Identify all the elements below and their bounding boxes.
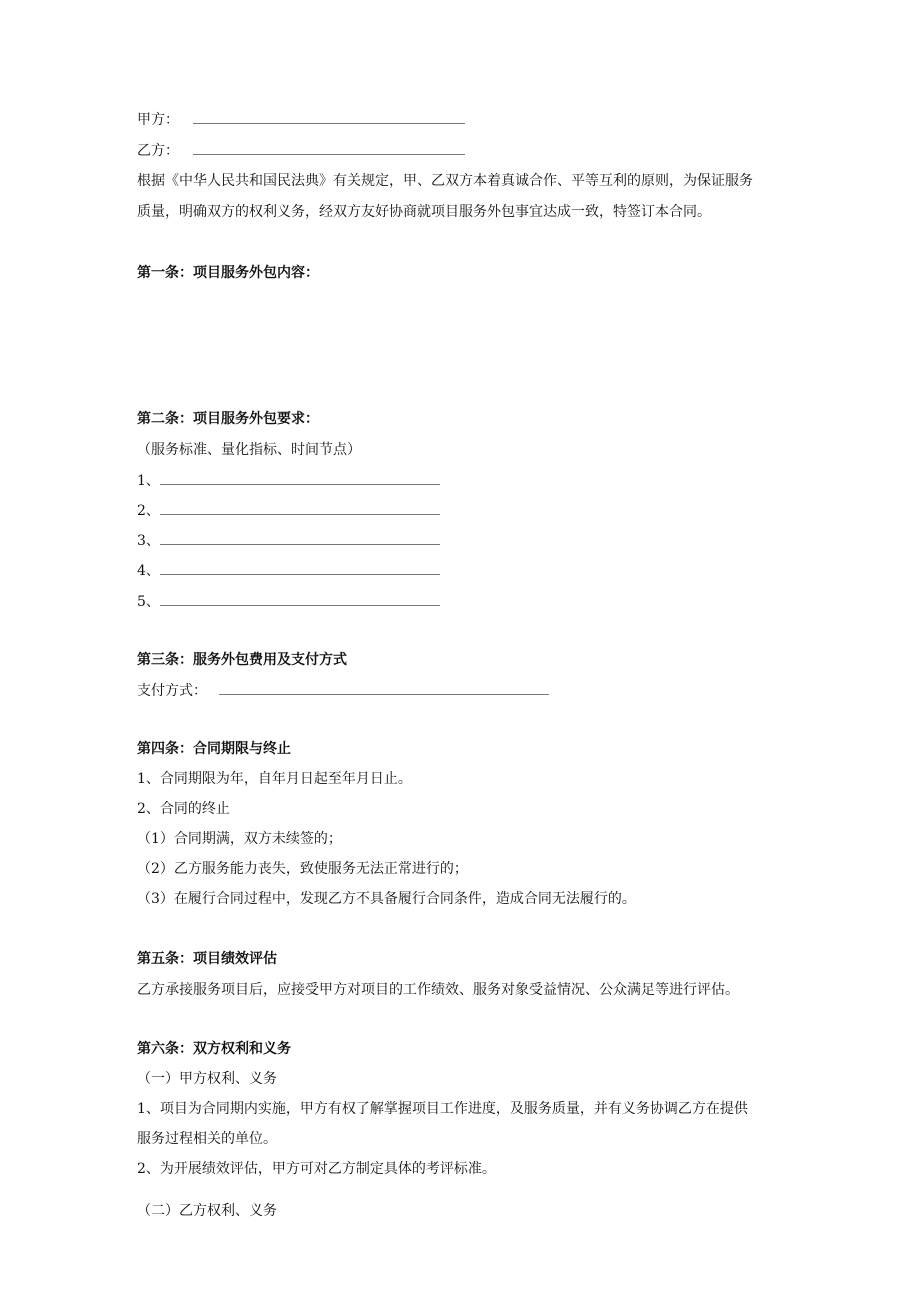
article-5-text: 乙方承接服务项目后，应接受甲方对项目的工作绩效、服务对象受益情况、公众满足等进行评估。	[137, 982, 739, 998]
party-b-row	[137, 140, 465, 161]
requirement-item-4	[137, 560, 440, 581]
party-a-row	[137, 109, 465, 130]
preamble-line-2: 质量，明确双方的权利义务，经双方友好协商就项目服务外包事宜达成一致，特签订本合同。	[137, 204, 711, 220]
article-6-sub-2: （二）乙方权利、义务	[137, 1203, 277, 1219]
termination-case-1: （1）合同期满，双方未续签的；	[137, 831, 342, 847]
article-1-title: 第一条：项目服务外包内容：	[137, 265, 319, 281]
requirement-item-5	[137, 591, 440, 612]
article-6-item-2: 2、为开展绩效评估，甲方可对乙方制定具体的考评标准。	[137, 1161, 496, 1177]
article-6-item-1-line-1: 1、项目为合同期内实施，甲方有权了解掌握项目工作进度，及服务质量，并有义务协调乙方在提供	[137, 1101, 748, 1117]
payment-row	[137, 680, 549, 701]
requirement-number: 2、	[137, 503, 160, 519]
termination-case-3: （3）在履行合同过程中，发现乙方不具备履行合同条件，造成合同无法履行的。	[137, 891, 636, 907]
payment-blank[interactable]	[219, 680, 549, 695]
termination-heading: 2、合同的终止	[137, 801, 230, 817]
requirement-item-1	[137, 470, 440, 491]
article-6-sub-1: （一）甲方权利、义务	[137, 1071, 277, 1087]
party-a-blank[interactable]	[193, 109, 465, 124]
article-6-item-1-line-2: 服务过程相关的单位。	[137, 1131, 277, 1147]
party-b-blank[interactable]	[193, 140, 465, 155]
requirement-number: 4、	[137, 563, 160, 579]
article-2-note: （服务标准、量化指标、时间节点）	[137, 442, 361, 458]
requirement-number: 3、	[137, 533, 160, 549]
article-3-title: 第三条：服务外包费用及支付方式	[137, 652, 347, 668]
requirement-item-2	[137, 500, 440, 521]
requirement-number: 5、	[137, 594, 160, 610]
article-4-title: 第四条：合同期限与终止	[137, 741, 291, 757]
contract-term: 1、合同期限为年，自年月日起至年月日止。	[137, 771, 412, 787]
requirement-blank[interactable]	[160, 500, 440, 515]
article-5-title: 第五条：项目绩效评估	[137, 951, 277, 967]
requirement-number: 1、	[137, 473, 160, 489]
party-b-label: 乙方：	[137, 143, 179, 159]
article-2-title: 第二条：项目服务外包要求：	[137, 411, 319, 427]
requirement-blank[interactable]	[160, 591, 440, 606]
preamble-line-1: 根据《中华人民共和国民法典》有关规定，甲、乙双方本着真诚合作、平等互利的原则，为保证服务	[137, 173, 753, 189]
article-6-title: 第六条：双方权利和义务	[137, 1041, 291, 1057]
payment-label: 支付方式：	[137, 683, 207, 699]
requirement-item-3	[137, 530, 440, 551]
termination-case-2: （2）乙方服务能力丧失，致使服务无法正常进行的；	[137, 861, 468, 877]
requirement-blank[interactable]	[160, 560, 440, 575]
party-a-label: 甲方：	[137, 112, 179, 128]
requirement-blank[interactable]	[160, 470, 440, 485]
requirement-blank[interactable]	[160, 530, 440, 545]
